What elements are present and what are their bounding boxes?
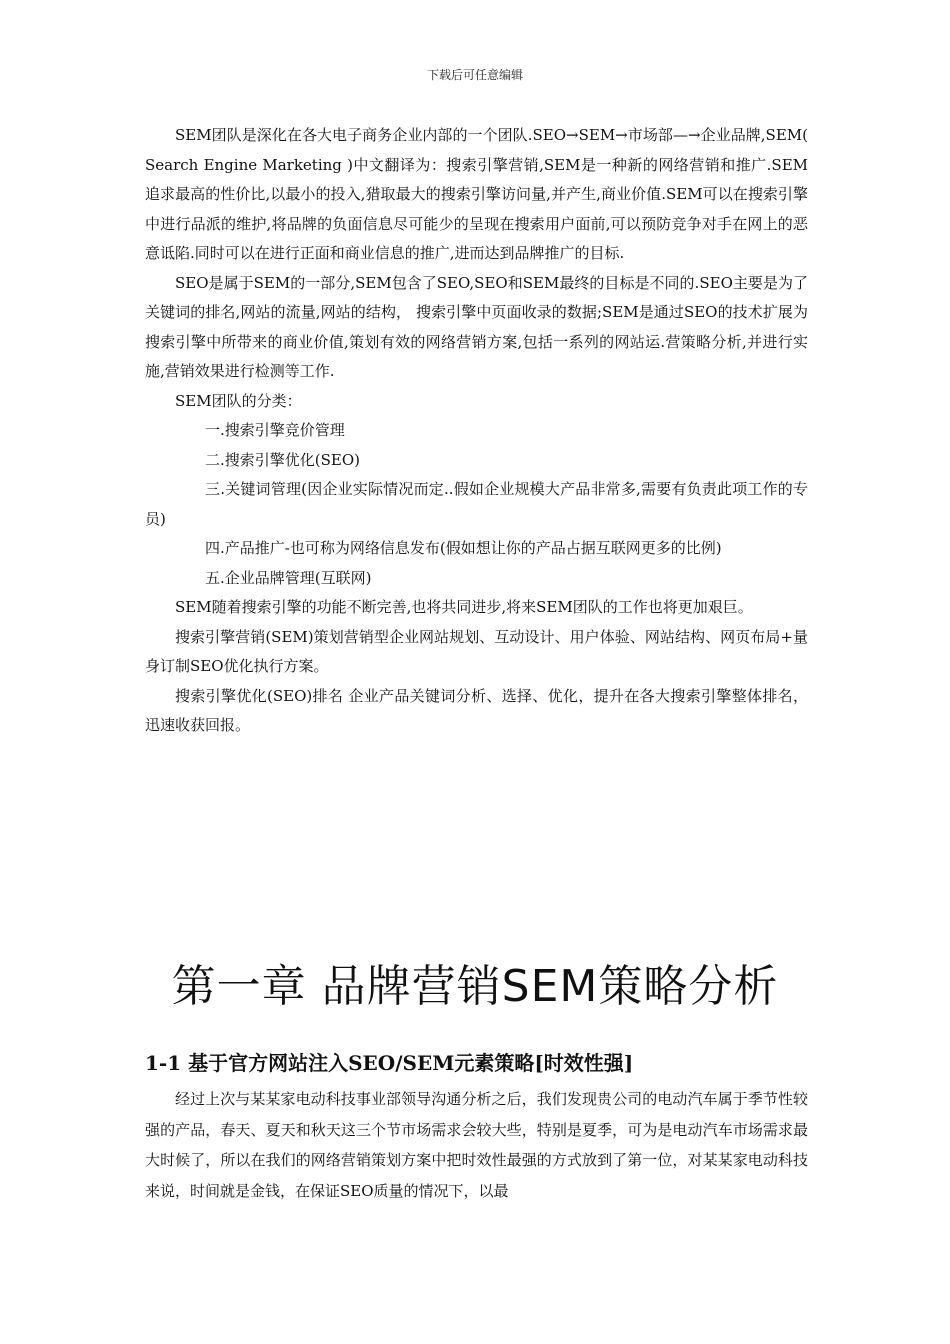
intro-paragraph-4: 搜索引擎营销(SEM)策划营销型企业网站规划、互动设计、用户体验、网站结构、网页布局+量身订制SEO优化执行方案。 <box>145 627 808 675</box>
intro-paragraph-5: 搜索引擎优化(SEO)排名 企业产品关键词分析、选择、优化，提升在各大搜索引擎整体排名，迅速收获回报。 <box>145 686 808 734</box>
intro-paragraph-2: SEO是属于SEM的一部分,SEM包含了SEO,SEO和SEM最终的目标是不同的.SEO主要是为了关键词的排名,网站的流量,网站的结构， 搜索引擎中页面收录的数据;SEM是通过SEO的技术扩展为搜索引擎中所带来的商业价值,策划有效的网络营销方案,包括一系列的网站运.营策略分析,并进行实施,营销效果进行检测等工作. <box>145 273 808 380</box>
intro-paragraph-1: SEM团队是深化在各大电子商务企业内部的一个团队.SEO→SEM→市场部—→企业品牌,SEM( Search Engine Marketing )中文翻译为：搜索引擎营销,SEM是一种新的网络营销和推广.SEM追求最高的性价比,以最小的投入,猎取最大的搜索引擎访问量,并产生,商业价值.SEM可以在搜索引擎中进行品派的维护,将品牌的负面信息尽可能少的呈现在搜索用户面前,可以预防竞争对手在网上的恶意诋陷.同时可以在进行正面和商业信息的推广,进而达到品牌推广的目标. <box>145 126 808 262</box>
classification-title: SEM团队的分类： <box>175 391 302 410</box>
classification-item-1: 一.搜索引擎竞价管理 <box>205 421 345 439</box>
classification-item-5: 五.企业品牌管理(互联网) <box>205 568 372 587</box>
section-body: 经过上次与某某家电动科技事业部领导沟通分析之后，我们发现贵公司的电动汽车属于季节性较强的产品，春天、夏天和秋天这三个节市场需求会较大些，特别是夏季，可为是电动汽车市场需求最大时候了，所以在我们的网络营销策划方案中把时效性最强的方式放到了第一位，对某某家电动科技来说，时间就是金钱，在保证SEO质量的情况下，以最 <box>145 1090 808 1200</box>
intro-content <box>145 121 808 741</box>
section-1-1 <box>145 1046 808 1206</box>
section-title: 1-1 基于官方网站注入SEO/SEM元素策略[时效性强] <box>145 1051 634 1075</box>
classification-item-3: 三.关键词管理(因企业实际情况而定..假如企业规模大产品非常多,需要有负责此项工作的专员) <box>145 480 808 528</box>
classification-item-2: 二.搜索引擎优化(SEO) <box>205 450 360 469</box>
classification-item-4: 四.产品推广-也可称为网络信息发布(假如想让你的产品占据互联网更多的比例) <box>205 539 722 557</box>
intro-paragraph-3: SEM随着搜索引擎的功能不断完善,也将共同进步,将来SEM团队的工作也将更加艰巨。 <box>175 598 753 616</box>
chapter-title: 第一章 品牌营销SEM策略分析 <box>171 961 779 1012</box>
page-header: 下载后可任意编辑 <box>426 68 523 82</box>
